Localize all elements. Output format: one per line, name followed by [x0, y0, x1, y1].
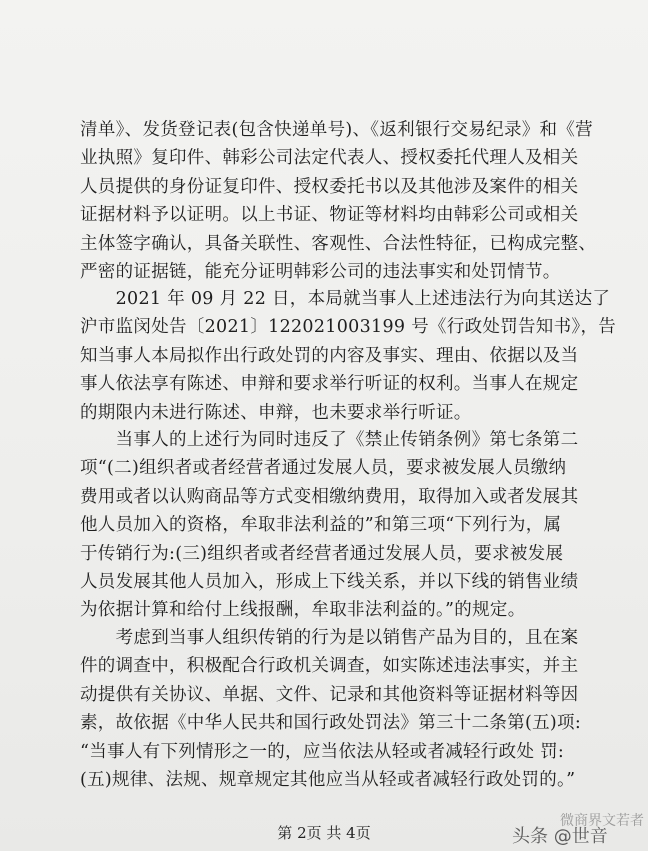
text-line: 事人依法享有陈述、申辩和要求举行听证的权利。当事人在规定 [80, 374, 579, 395]
text-line: 主体签字确认，具备关联性、客观性、合法性特征，已构成完整、 [80, 233, 597, 254]
text-line: (五)规律、法规、规章规定其他应当从轻或者减轻行政处罚的。” [80, 770, 576, 791]
text-line: 清单》、发货登记表(包含快递单号)、《返利银行交易纪录》和《营 [80, 120, 593, 140]
text-line: 人员发展其他人员加入，形成上下线关系，并以下线的销售业绩 [80, 572, 579, 593]
text-line: 当事人的上述行为同时违反了《禁止传销条例》第七条第二 [80, 430, 579, 450]
paragraph-notice [80, 285, 617, 427]
text-line: 的期限内未进行陈述、申辩，也未要求举行听证。 [80, 402, 472, 423]
paragraph-violation [80, 426, 580, 625]
text-line: “当事人有下列情形之一的，应当依法从轻或者减轻行政处 罚: [80, 741, 565, 762]
text-line: 于传销行为:(三)组织者或者经营者通过发展人员，要求被发展 [80, 543, 564, 564]
text-line: 业执照》复印件、韩彩公司法定代表人、授权委托代理人及相关 [80, 148, 579, 169]
text-line: 人员提供的身份证复印件、授权委托书以及其他涉及案件的相关 [80, 176, 579, 197]
text-line: 知当事人本局拟作出行政处罚的内容及事实、理由、依据以及当 [80, 345, 579, 366]
text-line: 为依据计算和给付上线报酬，牟取非法利益的。”的规定。 [80, 600, 526, 621]
text-line: 证据材料予以证明。以上书证、物证等材料均由韩彩公司或相关 [80, 205, 579, 226]
text-line: 项“(二)组织者或者经营者通过发展人员，要求被发展人员缴纳 [80, 458, 567, 479]
paragraph-mitigation [80, 624, 580, 794]
text-line: 严密的证据链，能充分证明韩彩公司的违法事实和处罚情节。 [80, 262, 561, 283]
text-line: 考虑到当事人组织传销的行为是以销售产品为目的，且在案 [80, 628, 579, 648]
text-line: 件的调查中，积极配合行政机关调查，如实陈述违法事实，并主 [80, 656, 579, 677]
text-line: 素，故依据《中华人民共和国行政处罚法》第三十二条第(五)项: [80, 713, 582, 734]
paragraph-evidence [80, 116, 597, 286]
text-line: 动提供有关协议、单据、文件、记录和其他资料等证据材料等因 [80, 684, 579, 705]
page-number: 第 2页 共 4页 [277, 824, 371, 842]
text-line: 费用或者以认购商品等方式变相缴纳费用，取得加入或者发展其 [80, 486, 579, 507]
text-line: 他人员加入的资格，牟取非法利益的”和第三项“下列行为，属 [80, 515, 562, 536]
text-line: 2021 年 09 月 22 日，本局就当事人上述违法行为向其送达了 [80, 289, 611, 309]
stamp-text: 微商界文若者 [560, 813, 644, 829]
text-line: 沪市监闵处告〔2021〕122021003199 号《行政处罚告知书》，告 [80, 317, 617, 338]
watermark: 头条 @世音 [512, 826, 608, 847]
